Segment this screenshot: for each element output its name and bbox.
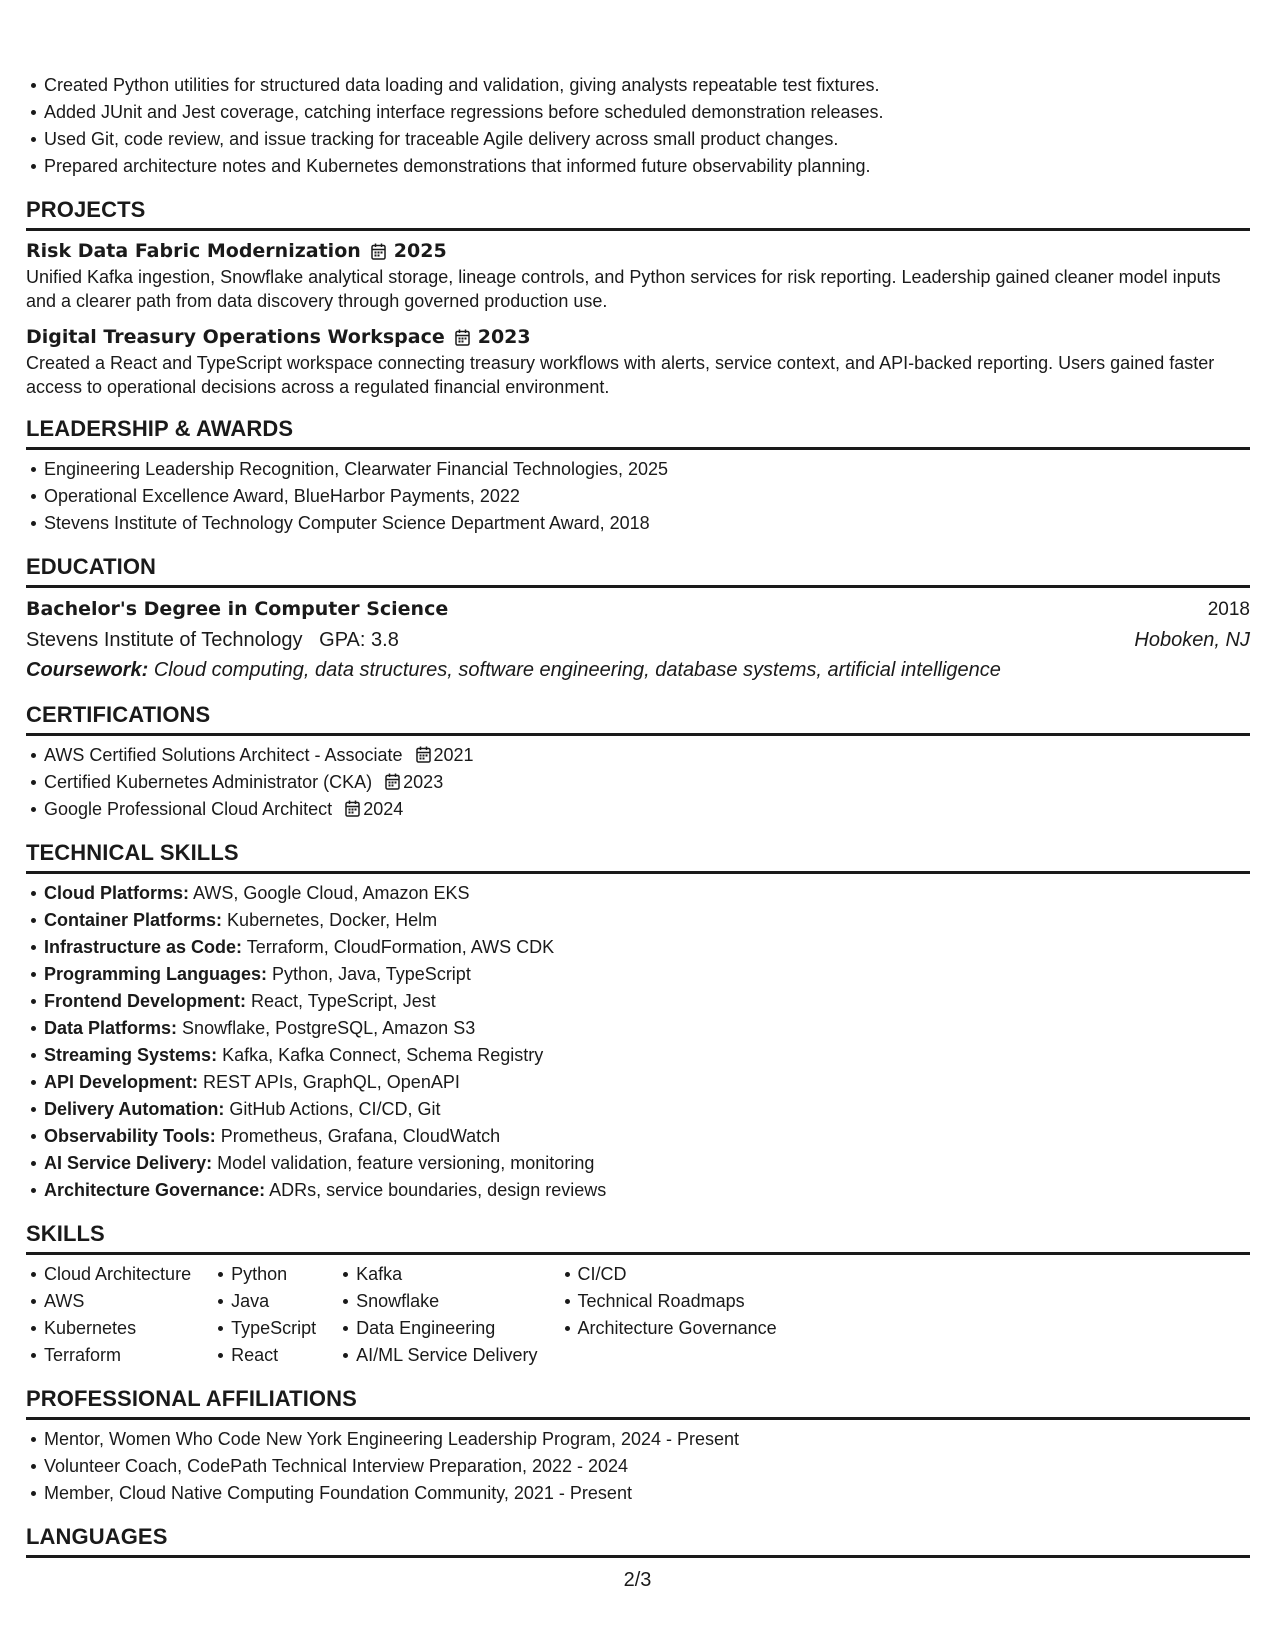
skill-label: Observability Tools: xyxy=(44,1126,216,1146)
skill-label: Data Platforms: xyxy=(44,1018,178,1038)
list-item xyxy=(44,988,1250,1015)
list-item xyxy=(44,1042,1250,1069)
affiliations-list xyxy=(26,1426,1250,1507)
list-item xyxy=(44,880,1250,907)
skills-column xyxy=(338,1261,537,1369)
calendar-icon xyxy=(455,329,470,346)
experience-bullet: Created Python utilities for structured data loading and validation, giving analysts repeatable test fixtures. xyxy=(44,72,1250,99)
section-title-languages: LANGUAGES xyxy=(26,1523,1250,1558)
cert-year: 2024 xyxy=(363,799,404,819)
list-item: Python xyxy=(231,1261,316,1288)
calendar-icon xyxy=(345,800,360,817)
list-item xyxy=(44,1123,1250,1150)
list-item: AWS xyxy=(44,1288,191,1315)
list-item: Volunteer Coach, CodePath Technical Interview Preparation, 2022 - 2024 xyxy=(44,1453,1250,1480)
skill-value: React, TypeScript, Jest xyxy=(251,991,436,1011)
skill-value: Snowflake, PostgreSQL, Amazon S3 xyxy=(182,1018,476,1038)
skill-value: AWS, Google Cloud, Amazon EKS xyxy=(193,883,470,903)
cert-name: AWS Certified Solutions Architect - Associate xyxy=(44,745,403,765)
list-item: Terraform xyxy=(44,1342,191,1369)
calendar-icon xyxy=(385,773,400,790)
list-item: AI/ML Service Delivery xyxy=(356,1342,537,1369)
list-item: Operational Excellence Award, BlueHarbor Payments, 2022 xyxy=(44,483,1250,510)
project-name: Digital Treasury Operations Workspace xyxy=(26,326,445,348)
education-degree: Bachelor's Degree in Computer Science xyxy=(26,598,449,620)
skill-value: Prometheus, Grafana, CloudWatch xyxy=(220,1126,501,1146)
section-title-leadership: LEADERSHIP & AWARDS xyxy=(26,415,1250,450)
coursework-text: Cloud computing, data structures, software engineering, database systems, artificial intelligence xyxy=(153,659,1001,681)
project-title-row xyxy=(26,237,1250,265)
page-number: 2/3 xyxy=(623,1569,652,1591)
cert-name: Certified Kubernetes Administrator (CKA) xyxy=(44,772,373,792)
skills-column xyxy=(26,1261,191,1369)
section-title-technical-skills: TECHNICAL SKILLS xyxy=(26,839,1250,874)
education-degree-row xyxy=(26,594,1250,625)
skills-grid xyxy=(26,1261,1250,1369)
experience-bullets xyxy=(26,72,1250,180)
calendar-icon xyxy=(371,243,386,260)
project-name: Risk Data Fabric Modernization xyxy=(26,240,361,262)
list-item: Kafka xyxy=(356,1261,537,1288)
project-description: Created a React and TypeScript workspace connecting treasury workflows with alerts, service context, and API-backed reporting. Users gained faster access to operational decisions across a regulated financial environment. xyxy=(26,353,1215,397)
skill-label: AI Service Delivery: xyxy=(44,1153,213,1173)
list-item: Engineering Leadership Recognition, Clearwater Financial Technologies, 2025 xyxy=(44,456,1250,483)
skills-column xyxy=(560,1261,777,1369)
list-item xyxy=(44,1069,1250,1096)
certifications-section xyxy=(26,701,1250,823)
skill-label: Streaming Systems: xyxy=(44,1045,218,1065)
coursework-label: Coursework: xyxy=(26,659,149,681)
experience-bullet: Prepared architecture notes and Kubernetes demonstrations that informed future observability planning. xyxy=(44,153,1250,180)
list-item: Data Engineering xyxy=(356,1315,537,1342)
skills-column xyxy=(213,1261,316,1369)
list-item: React xyxy=(231,1342,316,1369)
skill-value: Kubernetes, Docker, Helm xyxy=(227,910,438,930)
project-item xyxy=(26,237,1250,313)
languages-section xyxy=(26,1523,1250,1558)
list-item xyxy=(44,796,1250,823)
list-item: Member, Cloud Native Computing Foundation Community, 2021 - Present xyxy=(44,1480,1250,1507)
list-item xyxy=(44,742,1250,769)
list-item xyxy=(44,907,1250,934)
section-title-education: EDUCATION xyxy=(26,553,1250,588)
skill-label: Delivery Automation: xyxy=(44,1099,225,1119)
skill-label: Frontend Development: xyxy=(44,991,247,1011)
list-item xyxy=(44,769,1250,796)
skill-value: Terraform, CloudFormation, AWS CDK xyxy=(246,937,555,957)
section-title-projects: PROJECTS xyxy=(26,196,1250,231)
skill-value: GitHub Actions, CI/CD, Git xyxy=(229,1099,441,1119)
affiliations-section xyxy=(26,1385,1250,1507)
skill-label: Infrastructure as Code: xyxy=(44,937,243,957)
section-title-affiliations: PROFESSIONAL AFFILIATIONS xyxy=(26,1385,1250,1420)
education-coursework xyxy=(26,655,1250,685)
project-year: 2025 xyxy=(393,240,447,262)
skill-value: ADRs, service boundaries, design reviews xyxy=(269,1180,607,1200)
section-title-certifications: CERTIFICATIONS xyxy=(26,701,1250,736)
list-item: Kubernetes xyxy=(44,1315,191,1342)
cert-name: Google Professional Cloud Architect xyxy=(44,799,333,819)
project-title-row xyxy=(26,323,1250,351)
cert-year: 2021 xyxy=(433,745,474,765)
skill-label: API Development: xyxy=(44,1072,199,1092)
projects-section xyxy=(26,196,1250,399)
list-item: Technical Roadmaps xyxy=(578,1288,777,1315)
project-description: Unified Kafka ingestion, Snowflake analytical storage, lineage controls, and Python services for risk reporting. Leadership gained cleaner model inputs and a clearer path from data discovery through governed production use. xyxy=(26,267,1221,311)
education-school-row xyxy=(26,625,1250,655)
cert-year: 2023 xyxy=(403,772,444,792)
leadership-section xyxy=(26,415,1250,537)
technical-skills-section xyxy=(26,839,1250,1204)
list-item: TypeScript xyxy=(231,1315,316,1342)
skill-value: REST APIs, GraphQL, OpenAPI xyxy=(203,1072,460,1092)
leadership-list xyxy=(26,456,1250,537)
education-year: 2018 xyxy=(1207,599,1250,620)
skill-label: Architecture Governance: xyxy=(44,1180,266,1200)
list-item: Snowflake xyxy=(356,1288,537,1315)
project-item xyxy=(26,323,1250,399)
list-item xyxy=(44,1177,1250,1204)
list-item: Java xyxy=(231,1288,316,1315)
section-title-skills: SKILLS xyxy=(26,1220,1250,1255)
list-item xyxy=(44,961,1250,988)
experience-bullet: Used Git, code review, and issue tracking for traceable Agile delivery across small product changes. xyxy=(44,126,1250,153)
education-location: Hoboken, NJ xyxy=(1134,629,1250,651)
list-item xyxy=(44,1096,1250,1123)
list-item: CI/CD xyxy=(578,1261,777,1288)
list-item xyxy=(44,1015,1250,1042)
skill-value: Model validation, feature versioning, monitoring xyxy=(217,1153,595,1173)
skill-value: Python, Java, TypeScript xyxy=(272,964,471,984)
list-item: Mentor, Women Who Code New York Engineering Leadership Program, 2024 - Present xyxy=(44,1426,1250,1453)
list-item xyxy=(44,934,1250,961)
list-item: Architecture Governance xyxy=(578,1315,777,1342)
skill-value: Kafka, Kafka Connect, Schema Registry xyxy=(222,1045,544,1065)
list-item xyxy=(44,1150,1250,1177)
certifications-list xyxy=(26,742,1250,823)
skill-label: Cloud Platforms: xyxy=(44,883,190,903)
list-item: Cloud Architecture xyxy=(44,1261,191,1288)
resume-page xyxy=(26,72,1250,1564)
calendar-icon xyxy=(416,746,431,763)
experience-bullet: Added JUnit and Jest coverage, catching interface regressions before scheduled demonstration releases. xyxy=(44,99,1250,126)
education-school: Stevens Institute of Technology GPA: 3.8 xyxy=(26,629,399,651)
list-item: Stevens Institute of Technology Computer Science Department Award, 2018 xyxy=(44,510,1250,537)
education-section xyxy=(26,553,1250,685)
skill-label: Programming Languages: xyxy=(44,964,268,984)
skills-section xyxy=(26,1220,1250,1369)
project-year: 2023 xyxy=(477,326,531,348)
skill-label: Container Platforms: xyxy=(44,910,223,930)
technical-skills-list xyxy=(26,880,1250,1204)
